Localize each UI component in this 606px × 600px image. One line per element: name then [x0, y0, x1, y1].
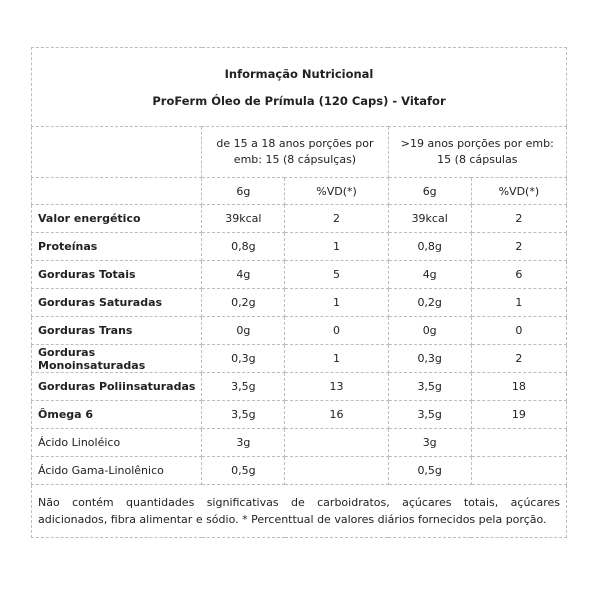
nutrition-facts-panel	[31, 47, 567, 531]
vd-teen	[285, 429, 388, 457]
amount-teen: 0,5g	[202, 457, 285, 485]
vd-adult: 6	[471, 261, 566, 289]
amount-teen: 0,2g	[202, 289, 285, 317]
nutrient-row	[32, 233, 567, 261]
amount-teen: 3g	[202, 429, 285, 457]
title-cell	[32, 48, 567, 127]
nutrient-row	[32, 345, 567, 373]
nutrient-row	[32, 373, 567, 401]
nutrient-row	[32, 205, 567, 233]
nutrient-row	[32, 317, 567, 345]
nutrition-table	[31, 47, 567, 538]
nutrient-name: Gorduras Saturadas	[32, 289, 202, 317]
table-title: Informação Nutricional	[224, 66, 374, 81]
vd-adult: 1	[471, 289, 566, 317]
amount-adult: 39kcal	[388, 205, 471, 233]
nutrient-name: Ômega 6	[32, 401, 202, 429]
nutrient-name: Valor energético	[32, 205, 202, 233]
unit-header-vd: %VD(*)	[471, 178, 566, 205]
amount-teen: 0,8g	[202, 233, 285, 261]
vd-adult: 18	[471, 373, 566, 401]
vd-teen: 5	[285, 261, 388, 289]
nutrient-row	[32, 289, 567, 317]
vd-adult: 2	[471, 345, 566, 373]
vd-teen: 2	[285, 205, 388, 233]
amount-teen: 4g	[202, 261, 285, 289]
nutrient-name: Gorduras Trans	[32, 317, 202, 345]
nutrient-name: Gorduras Poliinsaturadas	[32, 373, 202, 401]
nutrient-name: Ácido Linoléico	[32, 429, 202, 457]
product-name: ProFerm Óleo de Prímula (120 Caps) - Vitafor	[152, 93, 446, 108]
amount-adult: 4g	[388, 261, 471, 289]
nutrient-name: Ácido Gama-Linolênico	[32, 457, 202, 485]
unit-header-vd: %VD(*)	[285, 178, 388, 205]
amount-adult: 0,5g	[388, 457, 471, 485]
amount-adult: 0g	[388, 317, 471, 345]
group-header-adult: >19 anos porções por emb: 15 (8 cápsulas	[388, 127, 566, 178]
vd-adult	[471, 429, 566, 457]
nutrient-row	[32, 401, 567, 429]
vd-adult: 0	[471, 317, 566, 345]
vd-teen: 1	[285, 345, 388, 373]
vd-adult	[471, 457, 566, 485]
vd-teen: 13	[285, 373, 388, 401]
amount-adult: 0,8g	[388, 233, 471, 261]
nutrient-row	[32, 457, 567, 485]
empty-unit-cell	[32, 178, 202, 205]
amount-adult: 3,5g	[388, 401, 471, 429]
vd-adult: 2	[471, 205, 566, 233]
nutrient-name: Proteínas	[32, 233, 202, 261]
unit-header-serving: 6g	[388, 178, 471, 205]
vd-adult: 19	[471, 401, 566, 429]
empty-header-cell	[32, 127, 202, 178]
group-header-row	[32, 127, 567, 178]
amount-adult: 3,5g	[388, 373, 471, 401]
footnote: Não contém quantidades significativas de carboidratos, açúcares totais, açúcares adicionados, fibra alimentar e sódio. * Percenttual de valores diários fornecidos pela porção.	[32, 485, 567, 538]
amount-teen: 3,5g	[202, 373, 285, 401]
vd-adult: 2	[471, 233, 566, 261]
nutrient-name: Gorduras Monoinsaturadas	[32, 345, 202, 373]
unit-header-row	[32, 178, 567, 205]
amount-teen: 39kcal	[202, 205, 285, 233]
vd-teen	[285, 457, 388, 485]
vd-teen: 16	[285, 401, 388, 429]
group-header-teen: de 15 a 18 anos porções por emb: 15 (8 cápsulças)	[202, 127, 388, 178]
amount-teen: 3,5g	[202, 401, 285, 429]
nutrient-row	[32, 429, 567, 457]
amount-adult: 3g	[388, 429, 471, 457]
vd-teen: 1	[285, 289, 388, 317]
nutrient-name: Gorduras Totais	[32, 261, 202, 289]
amount-teen: 0g	[202, 317, 285, 345]
vd-teen: 1	[285, 233, 388, 261]
nutrient-row	[32, 261, 567, 289]
vd-teen: 0	[285, 317, 388, 345]
amount-adult: 0,2g	[388, 289, 471, 317]
unit-header-serving: 6g	[202, 178, 285, 205]
title-row	[32, 48, 567, 127]
amount-teen: 0,3g	[202, 345, 285, 373]
amount-adult: 0,3g	[388, 345, 471, 373]
footer-row	[32, 485, 567, 538]
